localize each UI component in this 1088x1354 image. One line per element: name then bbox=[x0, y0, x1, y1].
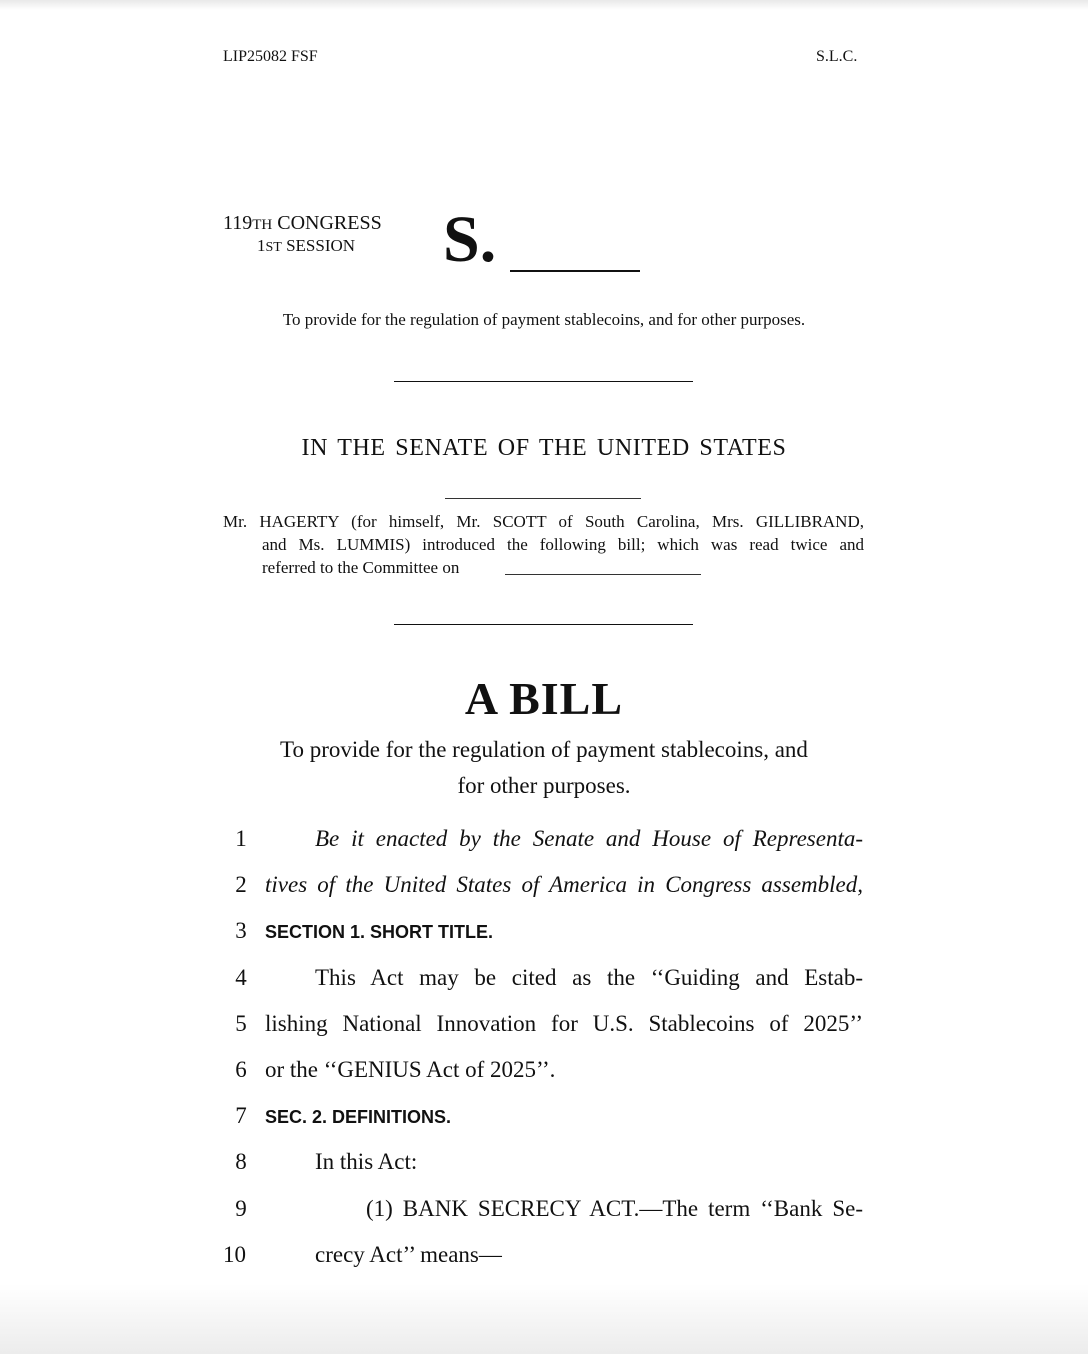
line-number: 5 bbox=[235, 1011, 247, 1036]
page-bottom-shadow bbox=[0, 1284, 1088, 1354]
bill-title: A BILL bbox=[464, 673, 624, 724]
line-number: 10 bbox=[223, 1242, 246, 1267]
body-line: lishing National Innovation for U.S. Stablecoins of 2025’’ bbox=[265, 1011, 863, 1036]
divider-short bbox=[445, 498, 641, 499]
line-number: 7 bbox=[235, 1103, 247, 1128]
document-id: LIP25082 FSF bbox=[223, 48, 318, 65]
purpose-short: To provide for the regulation of payment stablecoins, and for other purposes. bbox=[282, 310, 806, 329]
line-number: 4 bbox=[235, 965, 247, 990]
sponsor-line-2: and Ms. LUMMIS) introduced the following bill; which was read twice and bbox=[262, 535, 864, 554]
divider-bottom bbox=[394, 624, 693, 625]
definition-line: (1) BANK SECRECY ACT.—The term ‘‘Bank Se- bbox=[366, 1196, 863, 1221]
sponsor-line-3: referred to the Committee on bbox=[262, 558, 460, 577]
definition-line: crecy Act’’ means— bbox=[315, 1242, 502, 1267]
purpose-long-line-1: To provide for the regulation of payment stablecoins, and bbox=[280, 737, 808, 762]
committee-blank bbox=[505, 574, 701, 575]
chamber-heading: IN THE SENATE OF THE UNITED STATES bbox=[301, 435, 787, 461]
sponsor-line-1: Mr. HAGERTY (for himself, Mr. SCOTT of South Carolina, Mrs. GILLIBRAND, bbox=[223, 512, 864, 531]
section-heading: SECTION 1. SHORT TITLE. bbox=[265, 922, 494, 942]
body-line: or the ‘‘GENIUS Act of 2025’’. bbox=[265, 1057, 556, 1082]
section-heading: SEC. 2. DEFINITIONS. bbox=[265, 1107, 452, 1127]
congress-number: 119TH CONGRESS bbox=[223, 212, 382, 234]
purpose-long-line-2: for other purposes. bbox=[457, 773, 631, 798]
line-number: 9 bbox=[235, 1196, 247, 1221]
divider-top bbox=[394, 381, 693, 382]
document-tag: S.L.C. bbox=[816, 48, 858, 65]
line-number: 6 bbox=[235, 1057, 247, 1082]
body-line: This Act may be cited as the ‘‘Guiding and Estab- bbox=[315, 965, 863, 990]
line-number: 2 bbox=[235, 872, 247, 897]
line-number: 1 bbox=[235, 826, 247, 851]
bill-number-blank bbox=[510, 270, 640, 272]
enacting-clause-line-1: Be it enacted by the Senate and House of Representa- bbox=[315, 826, 863, 851]
page-top-shadow bbox=[0, 0, 1088, 10]
line-number: 3 bbox=[235, 918, 247, 943]
enacting-clause-line-2: tives of the United States of America in Congress assembled, bbox=[265, 872, 863, 897]
session-label: 1ST SESSION bbox=[257, 236, 356, 255]
bill-number-prefix: S. bbox=[443, 203, 497, 276]
line-number: 8 bbox=[235, 1149, 247, 1174]
body-line: In this Act: bbox=[315, 1149, 418, 1174]
